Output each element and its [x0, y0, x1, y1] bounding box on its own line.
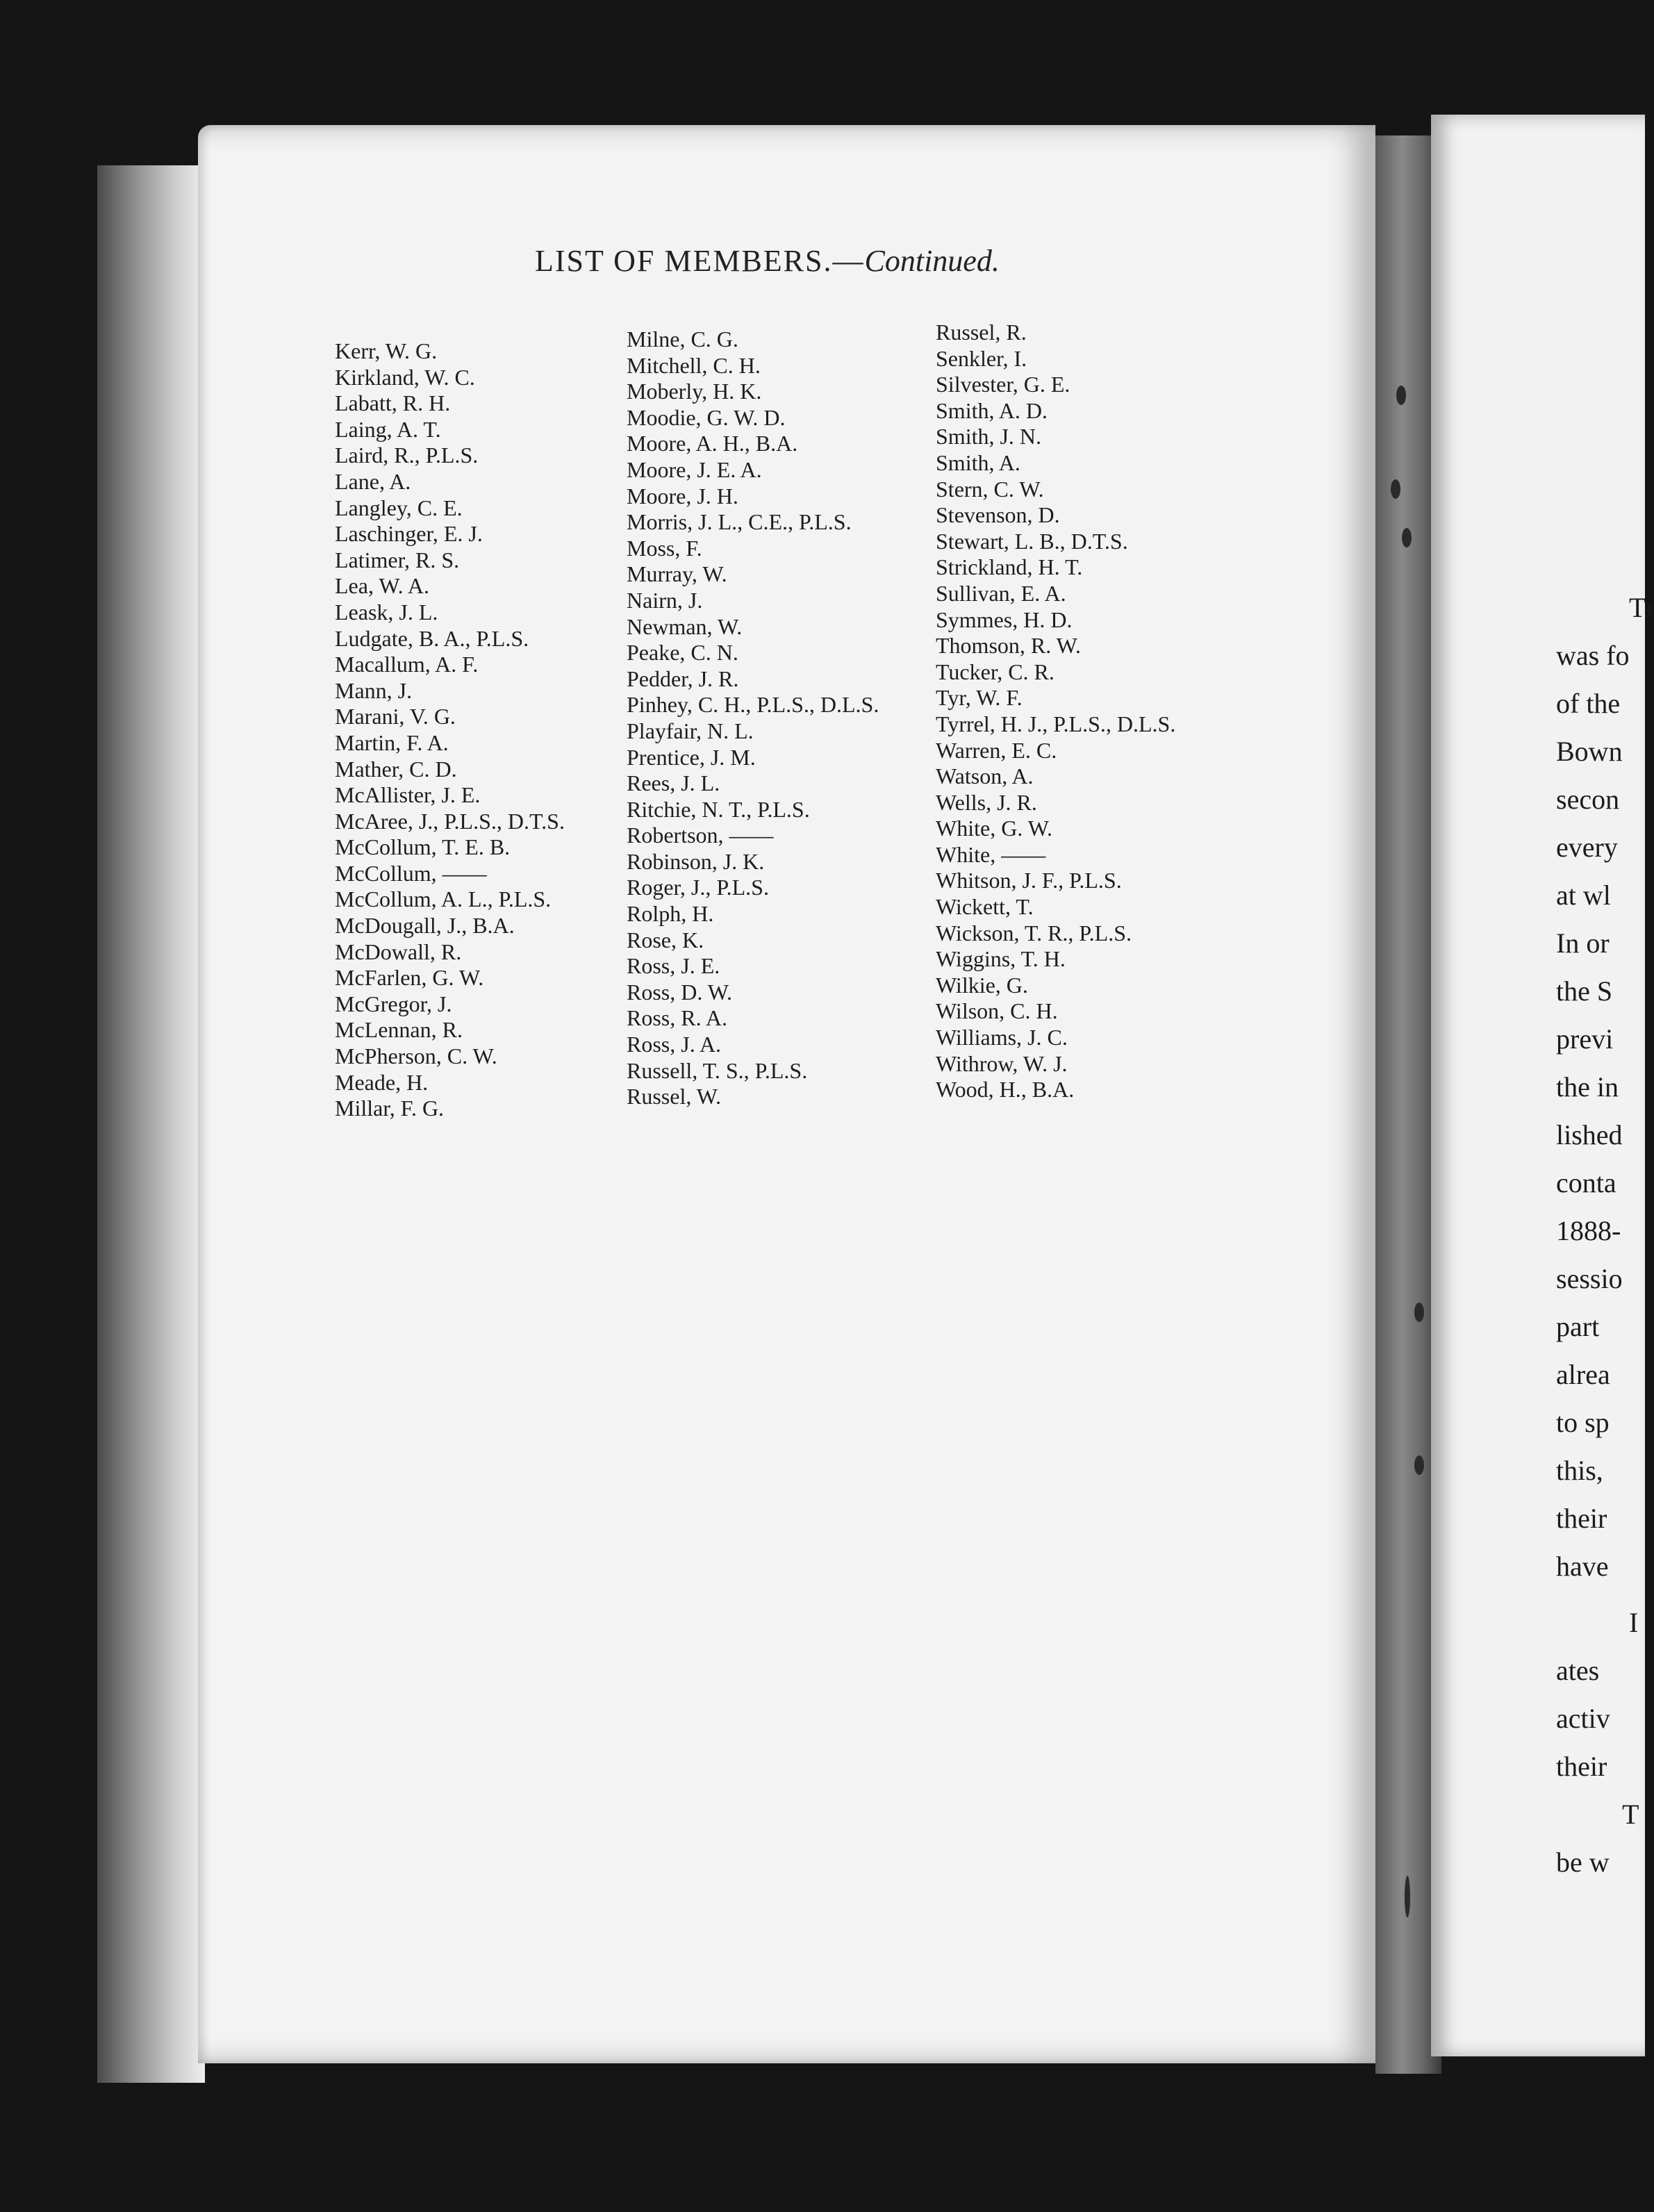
right-page-line: their — [1556, 1751, 1607, 1782]
page-heading — [535, 243, 1091, 279]
member-column-3 — [936, 320, 1175, 1103]
right-page-line: In or — [1556, 927, 1610, 959]
member-entry: Leask, J. L. — [335, 599, 438, 625]
right-page-text — [1556, 584, 1654, 1886]
member-entry: McAree, J., P.L.S., D.T.S. — [335, 808, 565, 834]
member-entry: McGregor, J. — [335, 991, 452, 1016]
right-page-line: activ — [1556, 1703, 1610, 1734]
member-entry: Laschinger, E. J. — [335, 521, 483, 547]
member-entry: McCollum, A. L., P.L.S. — [335, 886, 552, 912]
member-entry: Latimer, R. S. — [335, 547, 460, 572]
member-entry: McFarlen, G. W. — [335, 965, 484, 991]
member-entry: Ritchie, N. T., P.L.S. — [627, 796, 810, 822]
binding-mark — [1391, 479, 1400, 499]
page-edge-stack — [97, 165, 205, 2083]
member-entry: McDougall, J., B.A. — [335, 913, 515, 939]
member-entry: Smith, A. D. — [936, 397, 1048, 423]
member-entry: Lane, A. — [335, 468, 411, 494]
member-entry: Murray, W. — [627, 561, 727, 587]
member-entry: Labatt, R. H. — [335, 390, 451, 416]
right-page-line: every — [1556, 832, 1618, 863]
right-page-line: their — [1556, 1503, 1607, 1534]
right-page-line: Tı — [1629, 592, 1654, 623]
member-entry: Tyrrel, H. J., P.L.S., D.L.S. — [936, 711, 1176, 736]
member-entry: Tyr, W. F. — [936, 685, 1023, 711]
member-entry: Wells, J. R. — [936, 789, 1037, 815]
member-entry: Millar, F. G. — [335, 1096, 445, 1121]
right-page-line: have — [1556, 1551, 1609, 1582]
member-entry: Symmes, H. D. — [936, 606, 1073, 632]
binding-mark — [1405, 1876, 1410, 1917]
member-entry: Wickson, T. R., P.L.S. — [936, 920, 1132, 946]
member-entry: McCollum, —— — [335, 860, 487, 886]
member-entry: Ross, J. A. — [627, 1032, 722, 1057]
member-entry: Meade, H. — [335, 1069, 429, 1095]
member-column-2 — [627, 327, 879, 1110]
member-entry: Martin, F. A. — [335, 729, 449, 755]
member-entry: Stern, C. W. — [936, 476, 1044, 502]
member-column-1 — [335, 338, 565, 1122]
binding-mark — [1414, 1455, 1424, 1475]
right-page-line: the in — [1556, 1071, 1619, 1103]
member-entry: Moss, F. — [627, 535, 702, 561]
member-entry: Moodie, G. W. D. — [627, 404, 786, 430]
member-entry: Kerr, W. G. — [335, 338, 438, 363]
member-entry: Mann, J. — [335, 677, 413, 703]
member-entry: Rees, J. L. — [627, 770, 720, 796]
member-entry: Robertson, —— — [627, 823, 774, 848]
member-entry: Wilkie, G. — [936, 972, 1028, 998]
right-page-line: alrea — [1556, 1359, 1610, 1390]
member-entry: Smith, J. N. — [936, 424, 1042, 449]
member-entry: Prentice, J. M. — [627, 744, 756, 770]
member-entry: Russell, T. S., P.L.S. — [627, 1057, 808, 1083]
member-entry: Nairn, J. — [627, 587, 703, 613]
member-entry: Rose, K. — [627, 927, 704, 952]
right-page-line: sessio — [1556, 1263, 1623, 1294]
right-page-line: part — [1556, 1311, 1600, 1342]
member-entry: Withrow, W. J. — [936, 1050, 1068, 1076]
right-page-line: be w — [1556, 1847, 1610, 1878]
member-entry: Pinhey, C. H., P.L.S., D.L.S. — [627, 692, 879, 718]
right-page-line: at wl — [1556, 880, 1611, 911]
member-entry: Silvester, G. E. — [936, 372, 1070, 397]
member-entry: Laird, R., P.L.S. — [335, 443, 479, 468]
member-entry: Whitson, J. F., P.L.S. — [936, 868, 1122, 893]
member-entry: Wiggins, T. H. — [936, 946, 1066, 972]
binding-mark — [1396, 386, 1406, 405]
member-entry: Kirkland, W. C. — [335, 364, 475, 390]
binding-mark — [1414, 1303, 1424, 1322]
member-entry: Peake, C. N. — [627, 640, 738, 666]
right-page-line: lished — [1556, 1119, 1623, 1150]
member-entry: Lea, W. A. — [335, 573, 429, 599]
member-entry: Moore, A. H., B.A. — [627, 431, 798, 456]
member-entry: McAllister, J. E. — [335, 782, 481, 808]
member-entry: McCollum, T. E. B. — [335, 834, 511, 860]
right-page-line: T — [1622, 1799, 1639, 1830]
binding-mark — [1402, 528, 1412, 547]
member-entry: Morris, J. L., C.E., P.L.S. — [627, 509, 852, 535]
member-entry: McPherson, C. W. — [335, 1043, 497, 1069]
member-entry: Warren, E. C. — [936, 737, 1057, 763]
right-page-line: secon — [1556, 784, 1620, 815]
member-entry: Wilson, C. H. — [936, 998, 1058, 1024]
right-page-line: to sp — [1556, 1407, 1610, 1438]
right-page-line: this, — [1556, 1455, 1603, 1486]
right-page-line: 1888- — [1556, 1215, 1621, 1246]
member-entry: Russel, W. — [627, 1084, 722, 1109]
heading-main: LIST OF MEMBERS.— — [535, 244, 865, 278]
right-page-line: Bown — [1556, 736, 1623, 767]
member-entry: Watson, A. — [936, 764, 1034, 789]
member-entry: Smith, A. — [936, 449, 1020, 475]
member-entry: Strickland, H. T. — [936, 554, 1083, 580]
member-entry: Moore, J. H. — [627, 483, 738, 509]
member-entry: Moberly, H. K. — [627, 379, 762, 404]
member-entry: Moore, J. E. A. — [627, 456, 762, 482]
member-entry: Wood, H., B.A. — [936, 1077, 1075, 1103]
member-entry: Newman, W. — [627, 613, 743, 639]
member-entry: Ross, D. W. — [627, 979, 733, 1005]
right-page-line: conta — [1556, 1167, 1616, 1198]
right-page-line: previ — [1556, 1023, 1614, 1055]
member-entry: Mather, C. D. — [335, 756, 457, 782]
right-page-line: I — [1629, 1607, 1639, 1638]
member-entry: Stewart, L. B., D.T.S. — [936, 528, 1128, 554]
heading-continued: Continued. — [864, 244, 1000, 278]
member-entry: Macallum, A. F. — [335, 652, 479, 677]
member-entry: Playfair, N. L. — [627, 718, 754, 743]
member-entry: Ludgate, B. A., P.L.S. — [335, 625, 529, 651]
member-entry: McDowall, R. — [335, 939, 462, 964]
member-entry: Robinson, J. K. — [627, 848, 765, 874]
member-entry: Rolph, H. — [627, 901, 714, 927]
member-entry: Wickett, T. — [936, 894, 1034, 920]
member-entry: Stevenson, D. — [936, 502, 1060, 528]
member-entry: Milne, C. G. — [627, 327, 738, 352]
member-entry: Ross, R. A. — [627, 1005, 727, 1031]
member-entry: Thomson, R. W. — [936, 633, 1081, 659]
member-entry: Russel, R. — [936, 320, 1027, 345]
member-entry: Williams, J. C. — [936, 1025, 1068, 1050]
right-page-line: of the — [1556, 688, 1621, 719]
member-entry: Tucker, C. R. — [936, 659, 1055, 684]
member-entry: McLennan, R. — [335, 1017, 463, 1043]
member-entry: Mitchell, C. H. — [627, 352, 761, 378]
member-entry: Marani, V. G. — [335, 704, 456, 729]
member-entry: White, —— — [936, 841, 1046, 867]
right-page-line: ates — [1556, 1655, 1600, 1686]
member-entry: Laing, A. T. — [335, 416, 441, 442]
member-entry: Langley, C. E. — [335, 495, 463, 520]
member-entry: Pedder, J. R. — [627, 666, 739, 691]
member-entry: Ross, J. E. — [627, 953, 720, 979]
right-page-line: the S — [1556, 975, 1613, 1007]
member-entry: Senkler, I. — [936, 345, 1027, 371]
member-entry: White, G. W. — [936, 816, 1052, 841]
member-entry: Roger, J., P.L.S. — [627, 875, 769, 900]
member-entry: Sullivan, E. A. — [936, 580, 1066, 606]
right-page-line: was fo — [1556, 640, 1630, 671]
